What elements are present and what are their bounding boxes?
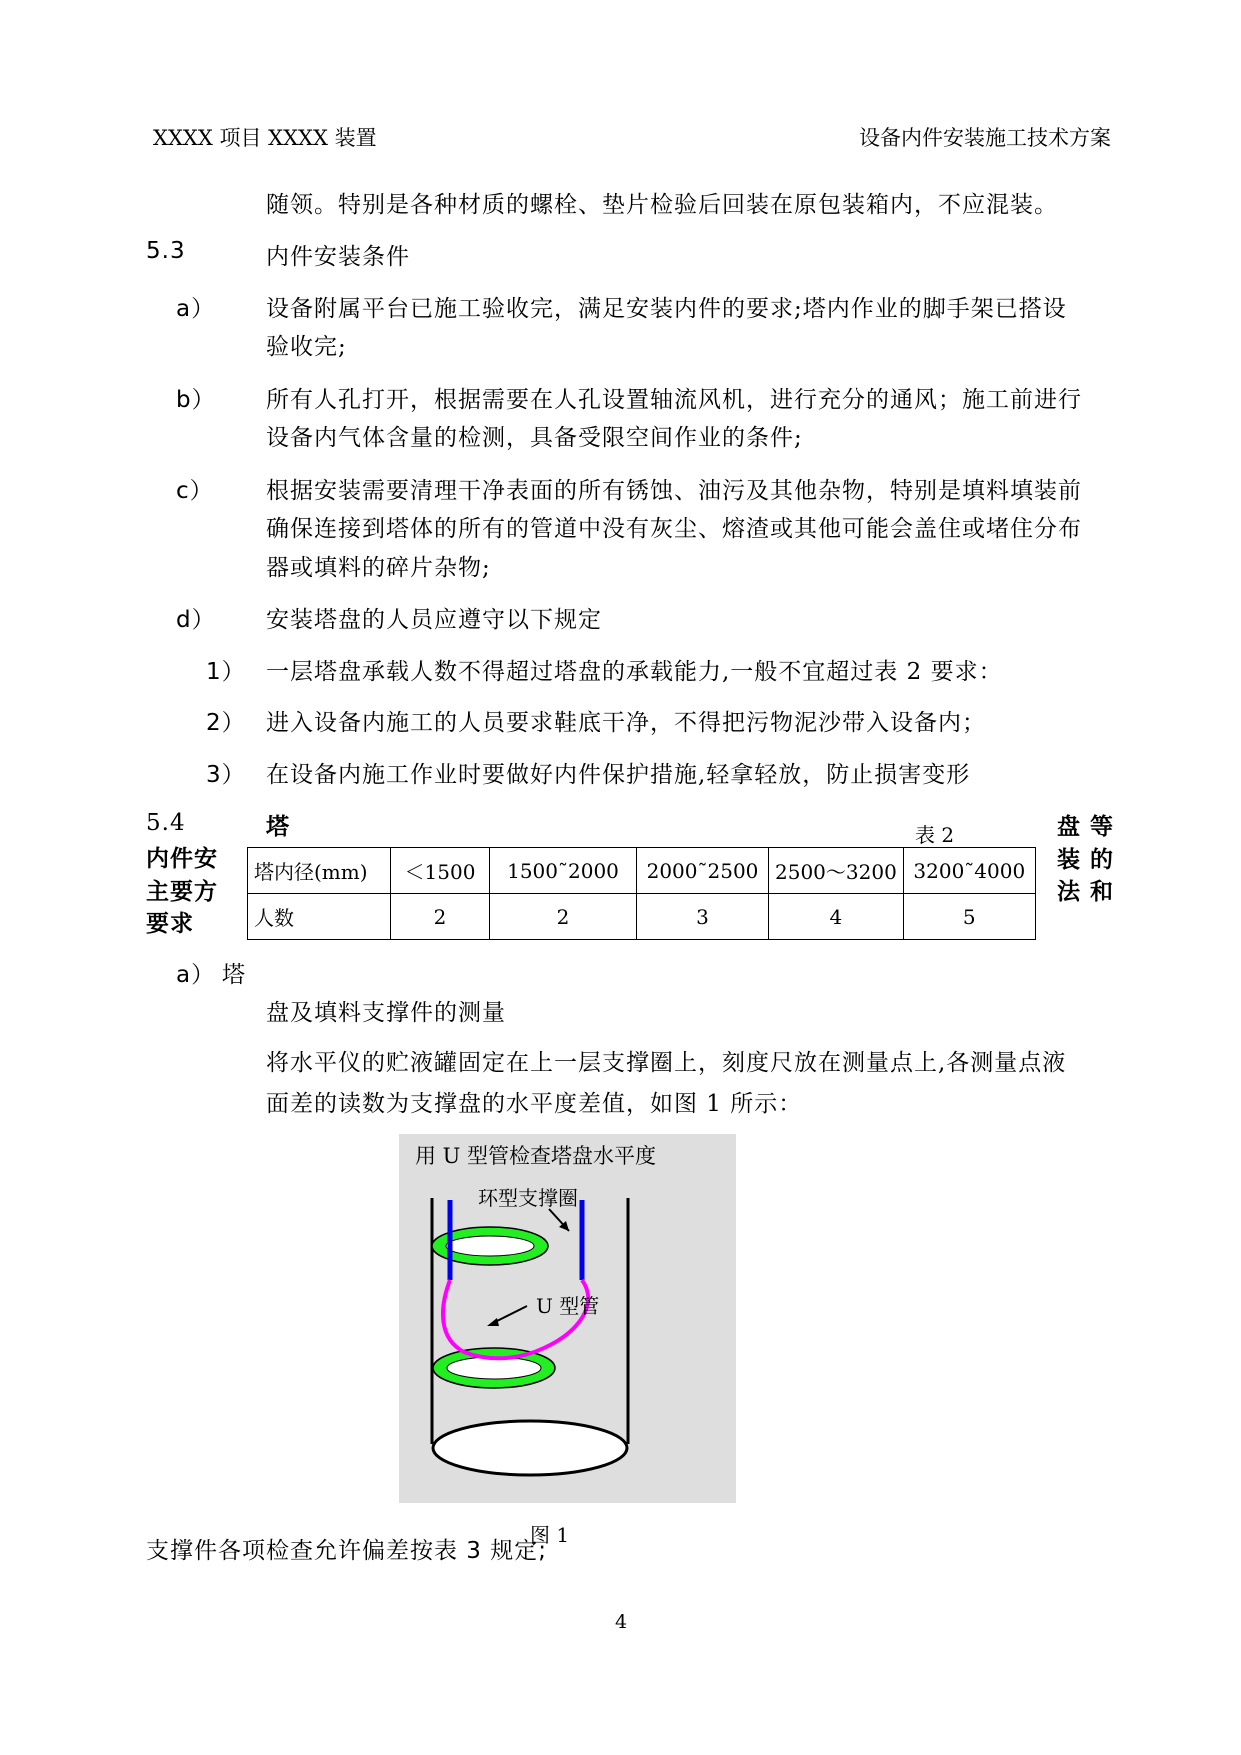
item-c-label: c） — [176, 478, 214, 504]
item-d3-text: 在设备内施工作业时要做好内件保护措施,轻拿轻放，防止损害变形 — [266, 762, 971, 788]
table-cell: 1500˜2000 — [490, 848, 637, 894]
table-2-caption: 表 2 — [915, 823, 955, 847]
table-header-row — [248, 848, 1036, 894]
section-5-4-left-line2: 主要方 — [146, 879, 218, 905]
page-number: 4 — [615, 1611, 628, 1633]
table-cell: 2500～3200 — [769, 848, 904, 894]
item-d1-label: 1） — [206, 659, 246, 685]
lower-ring-hole — [447, 1357, 541, 1379]
table-2 — [247, 847, 1036, 940]
item-c-line1: 根据安装需要清理干净表面的所有锈蚀、油污及其他杂物，特别是填料填装前 — [266, 478, 1082, 504]
section-5-4-right-line2: 装 的 — [1057, 847, 1115, 873]
item-a-label: a） — [176, 296, 216, 322]
item-b-label: b） — [176, 387, 216, 413]
section-5-4-number: 5.4 — [146, 810, 186, 836]
header-right: 设备内件安装施工技术方案 — [859, 126, 1111, 150]
item-b-line2: 设备内气体含量的检测，具备受限空间作业的条件; — [266, 425, 803, 451]
u-arrow-head — [487, 1318, 499, 1326]
figure-1 — [399, 1134, 736, 1503]
table-cell: 5 — [903, 894, 1035, 940]
ring-label: 环型支撑圈 — [478, 1186, 578, 1210]
table-cell: 3200˜4000 — [903, 848, 1035, 894]
section-5-4-right-line1: 盘 等 — [1057, 814, 1115, 840]
item-d-line1: 安装塔盘的人员应遵守以下规定 — [266, 607, 602, 633]
item-d3-label: 3） — [206, 762, 246, 788]
item-a-line1: 设备附属平台已施工验收完，满足安装内件的要求;塔内作业的脚手架已搭设 — [266, 296, 1067, 322]
table-cell: 2000˜2500 — [637, 848, 769, 894]
section-5-4-title-fragment: 塔 — [266, 814, 290, 840]
item-c-line2: 确保连接到塔体的所有的管道中没有灰尘、熔渣或其他可能会盖住或堵住分布 — [266, 516, 1082, 542]
item-sa-line2: 盘及填料支撑件的测量 — [266, 1000, 506, 1026]
table-cell: 2 — [391, 894, 490, 940]
table-cell: 人数 — [248, 894, 391, 940]
table-row — [248, 894, 1036, 940]
item-a-line2: 验收完; — [266, 334, 347, 360]
item-d-label: d） — [176, 607, 216, 633]
header-left: XXXX 项目 XXXX 装置 — [153, 126, 377, 150]
item-c-line3: 器或填料的碎片杂物; — [266, 555, 491, 581]
table-cell: 塔内径(mm) — [248, 848, 391, 894]
item-sa-label: a） — [176, 962, 216, 988]
measure-line2: 面差的读数为支撑盘的水平度差值，如图 1 所示： — [266, 1091, 803, 1117]
upper-ring-hole — [446, 1236, 534, 1256]
table-cell: 4 — [769, 894, 904, 940]
continued-paragraph: 随领。特别是各种材质的螺栓、垫片检验后回装在原包装箱内，不应混装。 — [266, 192, 1058, 218]
item-d2-label: 2） — [206, 710, 246, 736]
item-sa-first: 塔 — [222, 962, 246, 988]
item-b-line1: 所有人孔打开，根据需要在人孔设置轴流风机，进行充分的通风；施工前进行 — [266, 387, 1082, 413]
section-5-4-left-line3: 要求 — [146, 911, 194, 937]
column-bottom — [433, 1421, 627, 1475]
figure-title: 用 U 型管检查塔盘水平度 — [415, 1144, 657, 1168]
item-d1-text: 一层塔盘承载人数不得超过塔盘的承载能力,一般不宜超过表 2 要求： — [266, 659, 1003, 685]
table-cell: 2 — [490, 894, 637, 940]
final-line: 支撑件各项检查允许偏差按表 3 规定; — [146, 1538, 548, 1564]
u-tube-label: U 型管 — [536, 1294, 600, 1318]
figure-caption: 图 1 — [530, 1523, 570, 1547]
section-5-4-right-line3: 法 和 — [1057, 879, 1115, 905]
section-5-3-title: 内件安装条件 — [266, 244, 410, 270]
item-d2-text: 进入设备内施工的人员要求鞋底干净，不得把污物泥沙带入设备内； — [266, 710, 986, 736]
section-5-4-left-line1: 内件安 — [146, 846, 218, 872]
table-cell: 3 — [637, 894, 769, 940]
measure-line1: 将水平仪的贮液罐固定在上一层支撑圈上，刻度尺放在测量点上,各测量点液 — [266, 1050, 1067, 1076]
table-cell: ＜1500 — [391, 848, 490, 894]
section-5-3-number: 5.3 — [146, 238, 186, 264]
